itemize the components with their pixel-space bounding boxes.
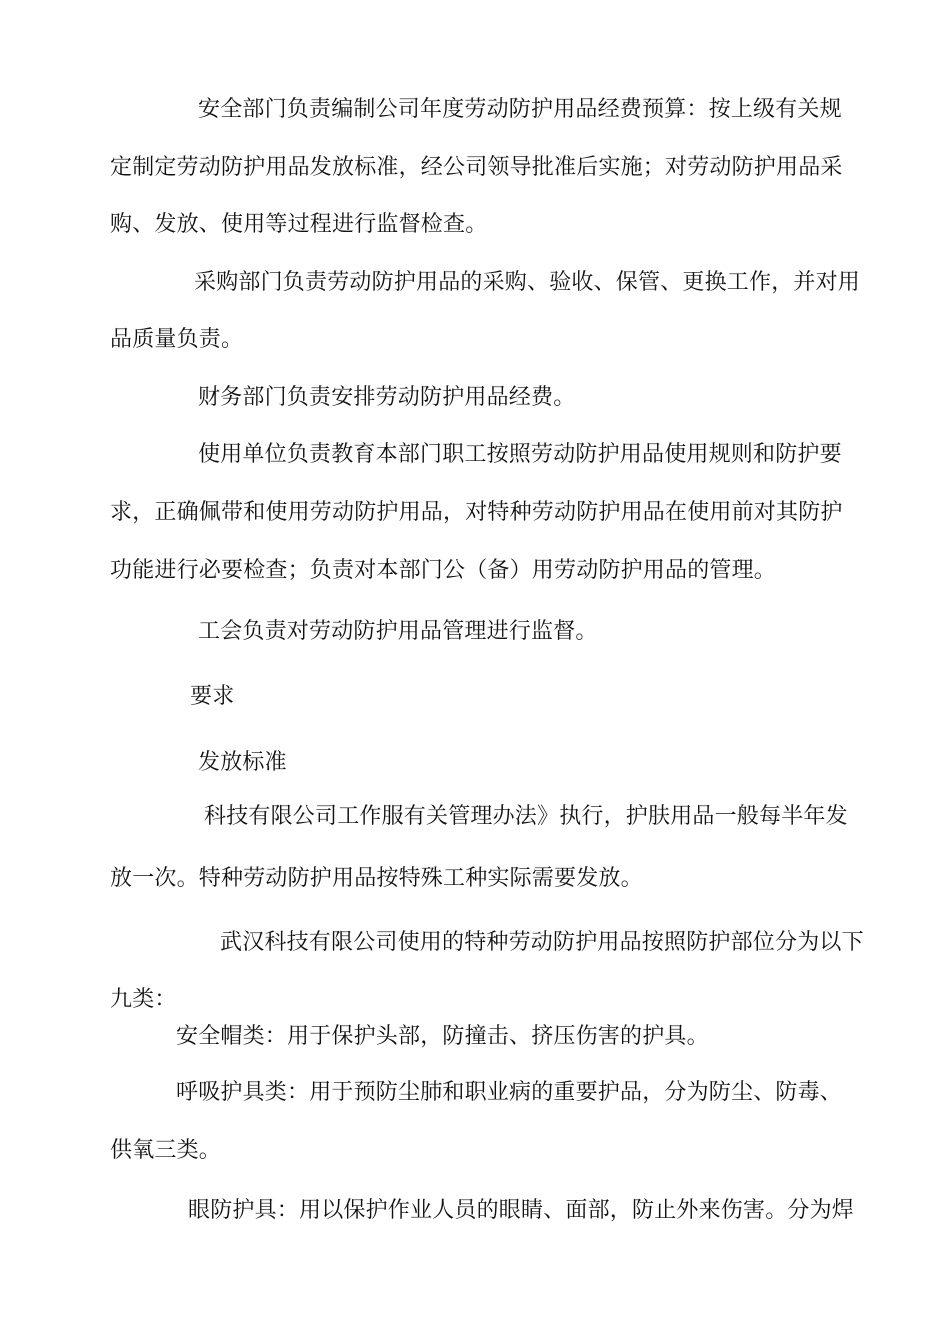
paragraph-user-unit-line-2: 求，正确佩带和使用劳动防护用品，对特种劳动防护用品在使用前对其防护 xyxy=(110,500,843,525)
paragraph-workwear-line-1: 科技有限公司工作服有关管理办法》执行，护肤用品一般每半年发 xyxy=(204,804,848,829)
item-eye-protection-line-1: 眼防护具：用以保护作业人员的眼睛、面部，防止外来伤害。分为焊 xyxy=(188,1198,855,1223)
paragraph-finance: 财务部门负责安排劳动防护用品经费。 xyxy=(198,385,576,410)
paragraph-categories-line-2: 九类： xyxy=(110,987,177,1012)
paragraph-user-unit-line-3: 功能进行必要检查；负责对本部门公（备）用劳动防护用品的管理。 xyxy=(110,558,777,583)
paragraph-categories-line-1: 武汉科技有限公司使用的特种劳动防护用品按照防护部位分为以下 xyxy=(220,930,864,955)
paragraph-workwear-line-2: 放一次。特种劳动防护用品按特殊工种实际需要发放。 xyxy=(110,866,643,891)
paragraph-safety-dept-line-1: 安全部门负责编制公司年度劳动防护用品经费预算：按上级有关规 xyxy=(198,97,842,122)
paragraph-safety-dept-line-3: 购、发放、使用等过程进行监督检查。 xyxy=(110,212,488,237)
item-respiratory-line-2: 供氧三类。 xyxy=(110,1138,222,1163)
heading-issuance-standard: 发放标准 xyxy=(198,750,287,775)
heading-requirements: 要求 xyxy=(190,684,235,709)
paragraph-safety-dept-line-2: 定制定劳动防护用品发放标准，经公司领导批准后实施；对劳动防护用品采 xyxy=(110,155,843,180)
item-respiratory-line-1: 呼吸护具类：用于预防尘肺和职业病的重要护品，分为防尘、防毒、 xyxy=(176,1080,843,1105)
paragraph-purchasing-line-1: 采购部门负责劳动防护用品的采购、验收、保管、更换工作，并对用 xyxy=(194,270,861,295)
paragraph-purchasing-line-2: 品质量负责。 xyxy=(110,327,244,352)
item-safety-helmet: 安全帽类：用于保护头部，防撞击、挤压伤害的护具。 xyxy=(176,1024,709,1049)
paragraph-user-unit-line-1: 使用单位负责教育本部门职工按照劳动防护用品使用规则和防护要 xyxy=(198,442,842,467)
paragraph-union: 工会负责对劳动防护用品管理进行监督。 xyxy=(198,619,598,644)
